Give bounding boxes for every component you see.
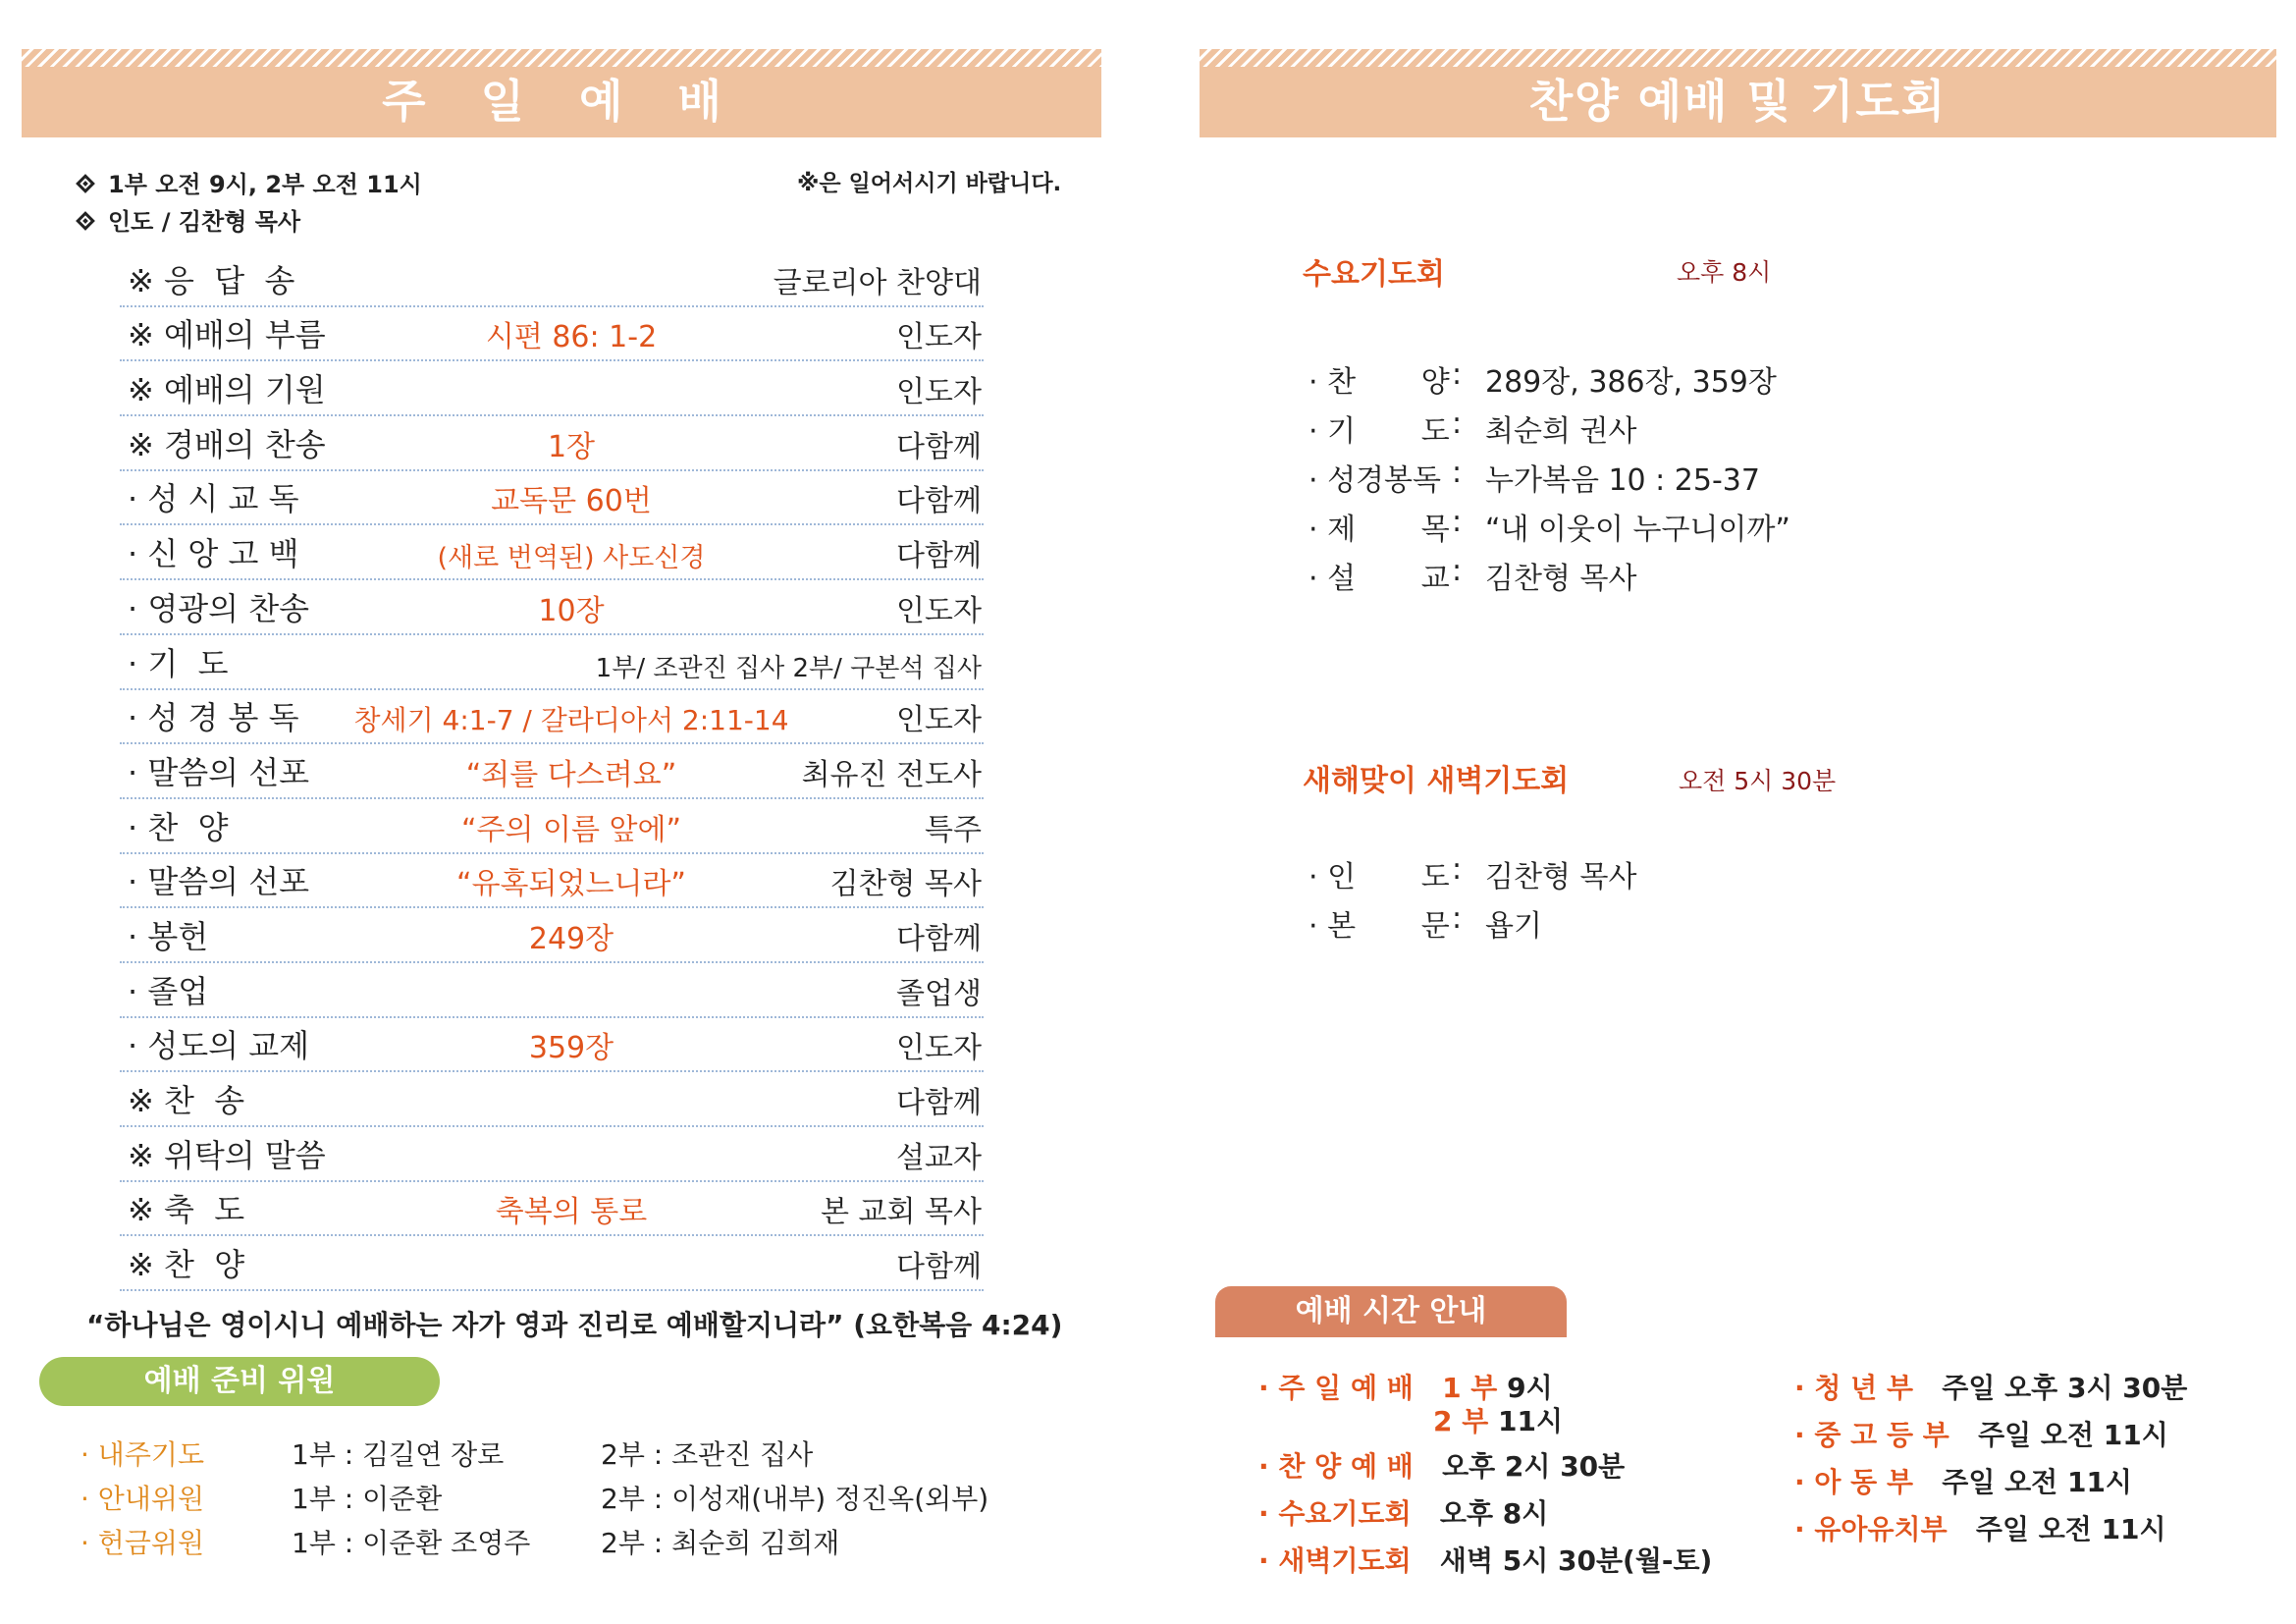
dawn-item [1308,852,1897,901]
schedule-children [1794,1461,2132,1500]
schedule-praise [1258,1445,1625,1485]
colon: : [1452,406,1463,441]
praise-prayer-banner [1200,49,2276,137]
order-item-name: · 말씀의 선포 [128,753,310,791]
schedule-preschool-label: · 유아유치부 [1794,1513,1948,1545]
diamond-bullet-icon [76,174,95,193]
order-item-name: ※ 응 답 송 [128,261,295,299]
order-row [120,1236,984,1291]
wed-prayer-time: 오후 8시 [1677,258,1772,287]
order-item-person: 다함께 [896,1086,982,1120]
order-item-person: 인도자 [896,703,982,738]
leader-line [79,202,300,237]
order-item-name: ※ 위탁의 말씀 [128,1136,326,1174]
order-item-detail: 창세기 4:1-7 / 갈라디아서 2:11-14 [353,704,789,737]
prep-row-part2: 2부 : 조관진 집사 [601,1438,814,1471]
worship-order-list [120,252,984,1291]
order-item-detail: 249장 [528,921,614,956]
sunday-worship-title: 주 일 예 배 [382,75,741,128]
order-row [120,744,984,799]
order-item-name: · 찬 양 [128,808,229,846]
schedule-wed [1258,1492,1548,1532]
wed-item-value: 김찬형 목사 [1485,562,1637,596]
order-row [120,908,984,963]
wed-item [1308,456,1897,505]
order-item-person: 글로리아 찬양대 [773,265,982,300]
order-item-person: 설교자 [896,1140,982,1175]
schedule-children-label: · 아 동 부 [1794,1466,1914,1498]
schedule-sunday-part1: 1 부 [1442,1372,1498,1404]
order-item-name: · 신 앙 고 백 [128,535,299,573]
order-item-person: 다함께 [896,484,982,519]
schedule-dawn-time: 새벽 5시 30분(월-토) [1439,1544,1713,1577]
order-item-person: 다함께 [896,539,982,574]
order-item-name: · 기 도 [128,644,229,682]
order-item-person: 다함께 [896,921,982,956]
schedule-sunday-label: · 주 일 예 배 [1258,1372,1414,1404]
wed-item-value: 누가복음 10 : 25-37 [1485,463,1760,498]
order-row [120,799,984,854]
prep-row-part1: 1부 : 이준환 조영주 [292,1527,531,1559]
order-item-detail: (새로 번역된) 사도신경 [437,543,706,574]
schedule-wed-label: · 수요기도회 [1258,1497,1412,1530]
schedule-dawn-label: · 새벽기도회 [1258,1544,1412,1577]
colon: : [1452,901,1463,936]
order-row [120,580,984,635]
schedule-youth-label: · 청 년 부 [1794,1372,1914,1404]
wed-item-key: · 성경봉독 [1308,463,1441,498]
order-item-name: ※ 경배의 찬송 [128,425,326,463]
wed-item [1308,505,1897,554]
order-item-person: 인도자 [896,1031,982,1066]
order-item-person: 최유진 전도사 [801,757,982,792]
dawn-item [1308,901,1897,950]
order-item-person: 졸업생 [896,976,982,1011]
order-item-detail: 축복의 통로 [495,1195,648,1230]
order-row [120,361,984,416]
schedule-youth-time: 주일 오후 3시 30분 [1942,1372,2188,1404]
schedule-teen [1794,1414,2168,1453]
order-row [120,1072,984,1127]
service-leader: 인도 / 김찬형 목사 [108,208,301,236]
schedule-sunday-part1-time: 9시 [1507,1372,1553,1404]
wed-item [1308,554,1897,603]
order-item-name: ※ 예배의 기원 [128,371,326,409]
wed-item-key: · 제 목 [1308,513,1450,547]
dawn-prayer-time: 오전 5시 30분 [1679,767,1837,795]
service-times: 1부 오전 9시, 2부 오전 11시 [108,171,422,198]
order-item-detail: 10장 [538,593,605,628]
dawn-item-key: · 인 도 [1308,860,1450,894]
prep-row-part2: 2부 : 최순희 김희재 [601,1527,840,1559]
schedule-teen-time: 주일 오전 11시 [1978,1419,2168,1451]
schedule-dawn [1258,1540,1712,1579]
prep-row-label: · 헌금위원 [80,1527,204,1559]
worship-schedule-title: 예배 시간 안내 [1215,1286,1567,1337]
diamond-bullet-icon [76,211,95,231]
order-item-person: 김찬형 목사 [829,867,982,902]
order-row [120,1018,984,1073]
order-row [120,1182,984,1237]
order-item-detail: “죄를 다스려요” [465,757,677,792]
order-item-detail: “주의 이름 앞에” [460,812,682,847]
order-item-person: 인도자 [896,593,982,628]
order-row [120,525,984,580]
order-item-person: 본 교회 목사 [821,1195,982,1230]
prep-row-part1: 1부 : 이준환 [292,1483,443,1515]
order-item-name: · 성 경 봉 독 [128,699,299,737]
schedule-children-time: 주일 오전 11시 [1942,1466,2132,1498]
schedule-preschool-time: 주일 오전 11시 [1975,1513,2166,1545]
order-item-person: 인도자 [896,375,982,410]
order-item-detail: 시편 86: 1-2 [485,320,658,355]
wed-item-key: · 찬 양 [1308,365,1450,400]
order-row [120,307,984,362]
order-item-name: · 성 시 교 독 [128,480,299,518]
order-item-detail: “유혹되었느니라” [456,867,686,902]
sunday-worship-banner [22,49,1101,137]
wed-item-value: 최순희 권사 [1485,414,1637,449]
order-row [120,690,984,745]
order-row [120,471,984,526]
service-times-line [79,165,422,199]
schedule-teen-label: · 중 고 등 부 [1794,1419,1949,1451]
dawn-prayer-title: 새해맞이 새벽기도회 [1303,764,1570,798]
schedule-preschool [1794,1508,2166,1547]
order-item-name: · 영광의 찬송 [128,589,310,627]
bible-verse: “하나님은 영이시니 예배하는 자가 영과 진리로 예배할지니라” (요한복음 4:24) [86,1309,1063,1341]
wed-item-key: · 설 교 [1308,562,1450,596]
colon: : [1452,357,1463,392]
order-item-person: 다함께 [896,1250,982,1285]
stand-note: ※은 일어서시기 바랍니다. [797,171,1062,196]
praise-prayer-title: 찬양 예배 및 기도회 [1528,75,1948,128]
order-item-name: · 졸업 [128,972,209,1010]
order-item-detail: 교독문 60번 [491,484,652,519]
schedule-wed-time: 오후 8시 [1439,1497,1549,1530]
wed-item [1308,406,1897,456]
order-row [120,854,984,909]
prep-row-part2: 2부 : 이성재(내부) 정진옥(외부) [601,1483,989,1515]
order-item-person: 특주 [925,812,982,847]
order-item-name: · 봉헌 [128,917,209,955]
schedule-sunday-part2: 2 부 [1433,1405,1489,1437]
order-item-name: · 말씀의 선포 [128,863,310,901]
prep-row-label: · 안내위원 [80,1483,204,1515]
order-item-name: ※ 찬 양 [128,1246,245,1284]
prep-row-label: · 내주기도 [80,1438,204,1471]
order-item-name: · 성도의 교제 [128,1027,310,1065]
order-row [120,963,984,1018]
dawn-item-key: · 본 문 [1308,909,1450,944]
colon: : [1452,505,1463,539]
order-item-name: ※ 찬 송 [128,1082,245,1119]
order-row [120,416,984,471]
order-item-person: 다함께 [896,429,982,464]
prep-row-part1: 1부 : 김길연 장로 [292,1438,505,1471]
colon: : [1452,456,1463,490]
order-row [120,1127,984,1182]
order-item-detail: 1장 [547,429,596,464]
order-item-person: 인도자 [896,320,982,355]
dawn-item-value: 욥기 [1485,909,1542,944]
wed-item-key: · 기 도 [1308,414,1450,449]
order-row [120,252,984,307]
wed-item [1308,357,1897,406]
wed-prayer-title: 수요기도회 [1303,257,1445,292]
colon: : [1452,852,1463,887]
schedule-praise-time: 오후 2시 30분 [1442,1450,1626,1483]
order-item-name: ※ 축 도 [128,1191,245,1229]
schedule-sunday-part2-time: 11시 [1498,1405,1564,1437]
order-row [120,635,984,690]
schedule-praise-label: · 찬 양 예 배 [1258,1450,1414,1483]
schedule-sunday-2 [1433,1400,1563,1439]
order-item-person: 1부/ 조관진 집사 2부/ 구본석 집사 [595,653,982,683]
wed-item-value: “내 이웃이 누구니이까” [1485,513,1790,547]
prep-committee-title: 예배 준비 위원 [39,1357,440,1406]
order-item-detail: 359장 [528,1031,614,1066]
dawn-item-value: 김찬형 목사 [1485,860,1637,894]
order-item-name: ※ 예배의 부름 [128,316,326,354]
schedule-youth [1794,1367,2187,1406]
colon: : [1452,554,1463,588]
wed-item-value: 289장, 386장, 359장 [1485,365,1777,400]
